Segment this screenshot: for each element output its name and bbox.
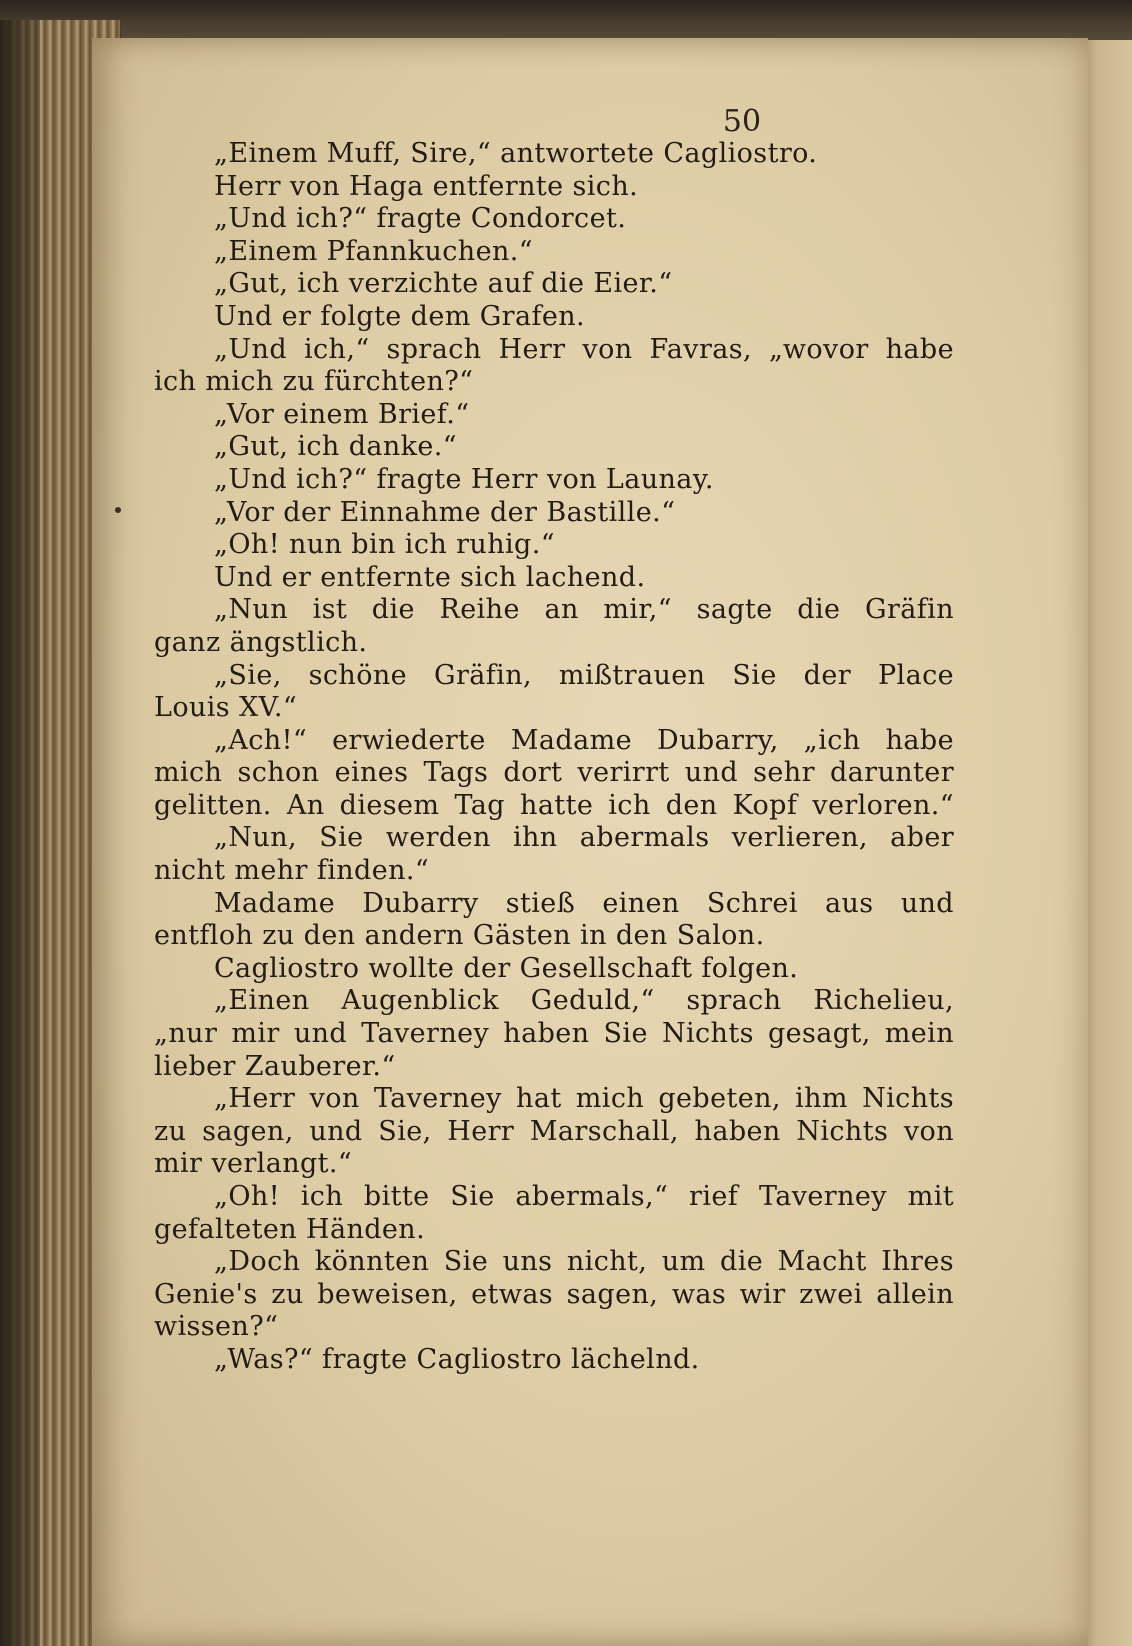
text-line: „Was?“ fragte Cagliostro lächelnd. — [214, 1343, 700, 1375]
text-line: Und er entfernte sich lachend. — [214, 561, 646, 593]
text-line: „Einem Muff, Sire,“ antwortete Cagliostro. — [214, 138, 818, 169]
text-line: „Gut, ich danke.“ — [214, 431, 457, 463]
text-line: wissen?“ — [154, 1311, 279, 1343]
text-line: Herr von Haga entfernte sich. — [214, 170, 639, 202]
text-line: „Vor der Einnahme der Bastille.“ — [214, 496, 676, 528]
text-line: „Vor einem Brief.“ — [214, 398, 470, 430]
text-line: Cagliostro wollte der Gesellschaft folgen. — [214, 952, 799, 984]
book-cover-edge — [0, 0, 1132, 42]
text-line: gefalteten Händen. — [154, 1213, 426, 1245]
text-line: entfloh zu den andern Gästen in den Salon. — [154, 920, 765, 952]
text-line: lieber Zauberer.“ — [154, 1050, 396, 1082]
text-line: „Nun, Sie werden ihn abermals verlieren, aber — [214, 822, 954, 854]
text-line: „Herr von Taverney hat mich gebeten, ihm Nichts — [214, 1083, 954, 1115]
text-line: mich schon eines Tags dort verirrt und sehr darunter — [154, 757, 954, 789]
text-line: gelitten. An diesem Tag hatte ich den Kopf verloren.“ — [154, 789, 954, 821]
text-line: Louis XV.“ — [154, 692, 298, 724]
text-line: „Einem Pfannkuchen.“ — [214, 235, 533, 267]
text-line: „nur mir und Taverney haben Sie Nichts gesagt, mein — [154, 1018, 954, 1050]
text-line: Genie's zu beweisen, etwas sagen, was wir zwei allein — [154, 1278, 954, 1310]
text-line: „Nun ist die Reihe an mir,“ sagte die Gräfin — [214, 594, 954, 626]
text-line: „Ach!“ erwiederte Madame Dubarry, „ich habe — [214, 724, 954, 756]
text-line: „Oh! ich bitte Sie abermals,“ rief Taverney mit — [214, 1181, 954, 1212]
text-line: Und er folgte dem Grafen. — [214, 300, 586, 332]
page-number: 50 — [722, 104, 762, 139]
text-line: „Und ich?“ fragte Condorcet. — [214, 203, 627, 235]
text-line: „Und ich?“ fragte Herr von Launay. — [214, 463, 714, 495]
page-text — [154, 138, 954, 1377]
text-line: „Gut, ich verzichte auf die Eier.“ — [214, 268, 673, 300]
text-line: „Sie, schöne Gräfin, mißtrauen Sie der Place — [214, 659, 954, 691]
text-line: mir verlangt.“ — [154, 1148, 353, 1180]
text-line: nicht mehr finden.“ — [154, 855, 430, 887]
text-line: zu sagen, und Sie, Herr Marschall, haben Nichts von — [154, 1115, 954, 1147]
text-line: Madame Dubarry stieß einen Schrei aus und — [214, 887, 954, 919]
text-line: „Oh! nun bin ich ruhig.“ — [214, 529, 555, 561]
binding-shadow — [0, 20, 40, 1646]
text-line: ich mich zu fürchten?“ — [154, 366, 474, 398]
ink-speck — [115, 507, 121, 513]
text-line: „Einen Augenblick Geduld,“ sprach Richelieu, — [214, 985, 954, 1017]
text-line: ganz ängstlich. — [154, 626, 368, 658]
text-line: „Doch könnten Sie uns nicht, um die Macht Ihres — [214, 1246, 954, 1278]
text-line: „Und ich,“ sprach Herr von Favras, „wovor habe — [214, 333, 954, 365]
